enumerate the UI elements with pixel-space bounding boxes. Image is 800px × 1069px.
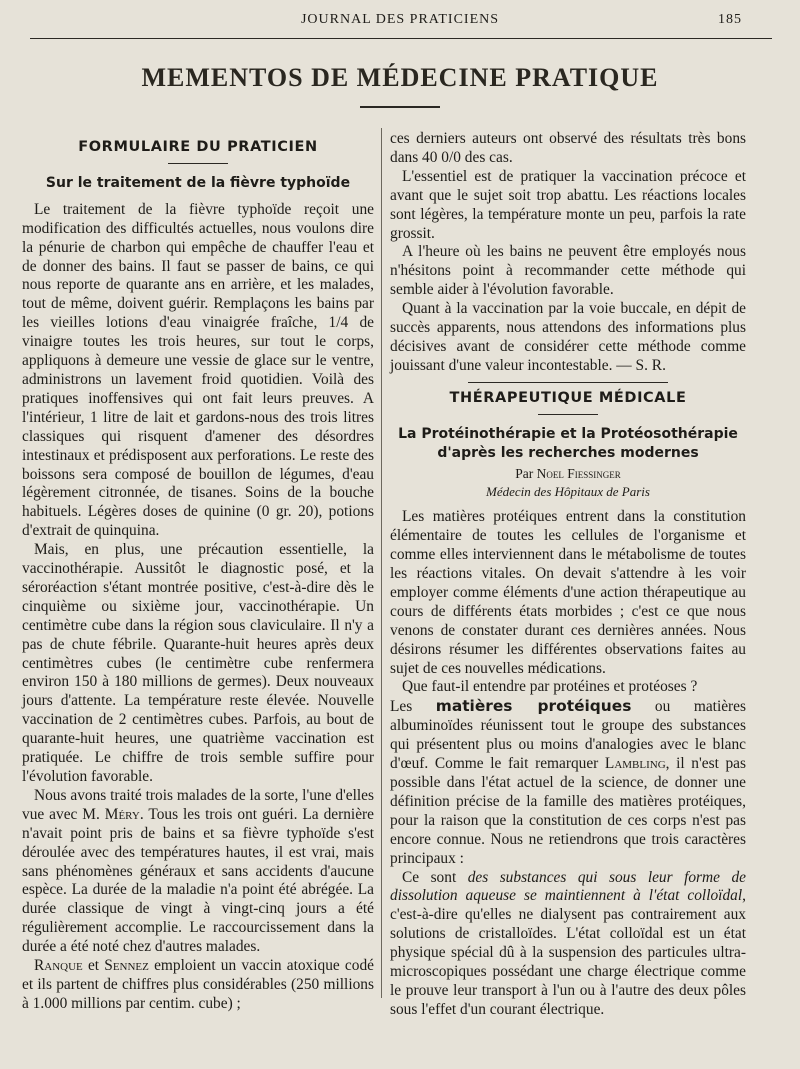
author-name: Noel Fiessinger: [536, 465, 621, 481]
paragraph-text: Ce sont: [402, 868, 468, 886]
paragraph: [22, 787, 374, 957]
author-name: Méry: [104, 805, 140, 823]
paragraph: L'essentiel est de pratiquer la vaccination précoce et avant que le sujet soit trop abattu. Les réactions locales sont légères, la température monte un peu, parfois la rate grossit.: [390, 167, 746, 242]
section-title-therapeutique: THÉRAPEUTIQUE MÉDICALE: [449, 389, 687, 406]
paragraph: Que faut-il entendre par protéines et protéoses ?: [402, 678, 698, 696]
paragraph-text: ou matières albuminoïdes réunissent tout le groupe des substances qui présentent plus ou moins d'analogies avec le blanc d'œuf. Comme le fait remarquer: [390, 698, 746, 773]
paragraph-text: , c'est-à-dire qu'elles ne dialysent pas contrairement aux solutions de cristalloïdes. L'état colloïdal est un état physique spécial dû à la suspension des particules ultra-microscopiques possédant une charge électrique comme le prouve leur transport à l'un ou à l'autre des deux pôles sous l'effet d'un courant électrique.: [390, 887, 746, 1018]
paragraph-text: Nous avons traité trois malades de la sorte, l'une d'elles vue avec M.: [22, 786, 374, 823]
paragraph: A l'heure où les bains ne peuvent être employés nous n'hésitons point à recommander cette méthode qui semble aider à l'évolution favorable.: [390, 243, 746, 299]
article-title-typhoide: Sur le traitement de la fièvre typhoïde: [45, 174, 351, 191]
paragraph-text: . Tous les trois ont guéri. La dernière n'avait point pris de bains et sa fièvre typhoïde s'est déroulée avec des températures hautes, il est vrai, mais sans phénomènes généraux et sans accidents d'aucune espèce. La durée de la maladie n'a point été abrégée. La durée classique de vingt à vingt-cinq jours a été régulièrement accomplie. Le raccourcissement dans la durée a été noté chez d'autres malades.: [22, 805, 374, 956]
journal-name: JOURNAL DES PRATICIENS: [300, 12, 500, 27]
paragraph: ces derniers auteurs ont observé des résultats très bons dans 40 0/0 des cas.: [390, 130, 746, 166]
author-affiliation: Médecin des Hôpitaux de Paris: [486, 484, 650, 500]
paragraph-text: , il n'est pas possible dans l'état actuel de la science, de donner une définition précise de la famille des matières protéiques, pour la raison que la constitution de ces corps n'est pas encore connue. Nous ne retiendrons que trois caractères principaux :: [390, 755, 746, 867]
running-head: [0, 12, 800, 34]
paragraph: Mais, en plus, une précaution essentielle, la vaccinothérapie. Aussitôt le diagnostic posé, et la séroréaction s'étant montrée positive, c'est-à-dire dès le cinquième ou sixième jour, vaccinothérapie. Un centimètre cube dans la région sous claviculaire. Il n'y a pas de chute fébrile. Quarante-huit heures après deux centimètres cubes (le centimètre cube renfermera environ 150 à 180 millions de germes). Deux nouveaux jours d'attente. La température reste élevée. Nouvelle vaccination de 2 centimètres cubes. Parfois, au bout de quarante-huit heures, une quatrième vaccination est pratiquée. Le chiffre de trois semble suffire pour l'évolution favorable.: [22, 541, 374, 785]
paragraph: [22, 957, 374, 1014]
author-name: Ranque: [34, 957, 83, 975]
paragraph: Quant à la vaccination par la voie buccale, en dépit de succès apparents, nous attendons des informations plus décisives avant de considérer cette méthode comme jouissant d'une valeur incontestable. — S. R.: [390, 300, 746, 374]
italic-definition: des substances qui sous leur forme de dissolution aqueuse se maintiennent à l'état colloïdal: [390, 868, 746, 905]
author-name: Lambling: [604, 755, 666, 773]
paragraph-text: emploient un vaccin atoxique codé et ils partent de chiffres plus considérables (250 millions à 1.000 millions par centim. cube) ;: [22, 957, 374, 1012]
section-rule: [538, 414, 598, 415]
section-rule: [168, 163, 228, 164]
paragraph: [390, 697, 746, 868]
paragraph-text: Les: [390, 698, 436, 716]
header-rule: [30, 38, 772, 39]
paragraph: Les matières protéiques entrent dans la constitution élémentaire de toutes les cellules de l'organisme et comme elles interviennent dans le métabolisme de toutes les réactions vitales. On devait s'attendre à les voir employer comme éléments d'une action thérapeutique au cours de différents états morbides ; c'est ce que nous venons de constater durant ces dernières années. Nous désirons résumer les différentes observations faites au sujet de ces nouvelles médications.: [390, 508, 746, 677]
paragraph-text: et: [82, 957, 105, 975]
article-title-line-1: La Protéinothérapie et la Protéosothérapie: [398, 425, 738, 442]
byline: [390, 465, 746, 484]
left-column: [22, 128, 374, 1014]
paragraph: Le traitement de la fièvre typhoïde reçoit une modification des difficultés actuelles, nous voulons dire la pénurie de charbon qui empêche de chauffer l'eau et de donner des bains. Il faut se passer de bains, ce qui nous reporte de quarante ans en arrière, et les malades, tout de même, doivent guérir. Remplaçons les bains par les vieilles lotions d'eau vinaigrée fraîche, 1/4 de vinaigre toutes les trois heures, sur tout le corps, appliquons à demeure une vessie de glace sur le ventre, administrons un lavement froid quotidien. Voilà des pratiques inoffensives qui ont fait leurs preuves. A l'intérieur, 1 litre de lait et gardons-nous des trois litres classiques qui risquent d'amener des désordres intestinaux et prédisposent aux perforations. Le reste des boissons sera composé de bouillon de légumes, d'eau légèrement citronnée, de tisanes. Soins de la bouche habituels. Légères doses de quinine (0 gr. 20), potions d'extrait de quinquina.: [22, 200, 374, 540]
right-column: [390, 130, 746, 1020]
page-title: MEMENTOS DE MÉDECINE PRATIQUE: [141, 63, 659, 92]
section-rule: [468, 382, 668, 383]
paragraph: [390, 869, 746, 1020]
column-divider: [381, 128, 382, 998]
title-rule: [360, 106, 440, 108]
emphasized-term: matières protéiques: [435, 697, 632, 716]
author-name: Sennez: [104, 957, 149, 975]
article-title-line-2: d'après les recherches modernes: [437, 444, 699, 461]
page-number: 185: [718, 12, 742, 27]
byline-prefix: Par: [515, 465, 537, 481]
section-title-formulaire: FORMULAIRE DU PRATICIEN: [78, 139, 318, 155]
